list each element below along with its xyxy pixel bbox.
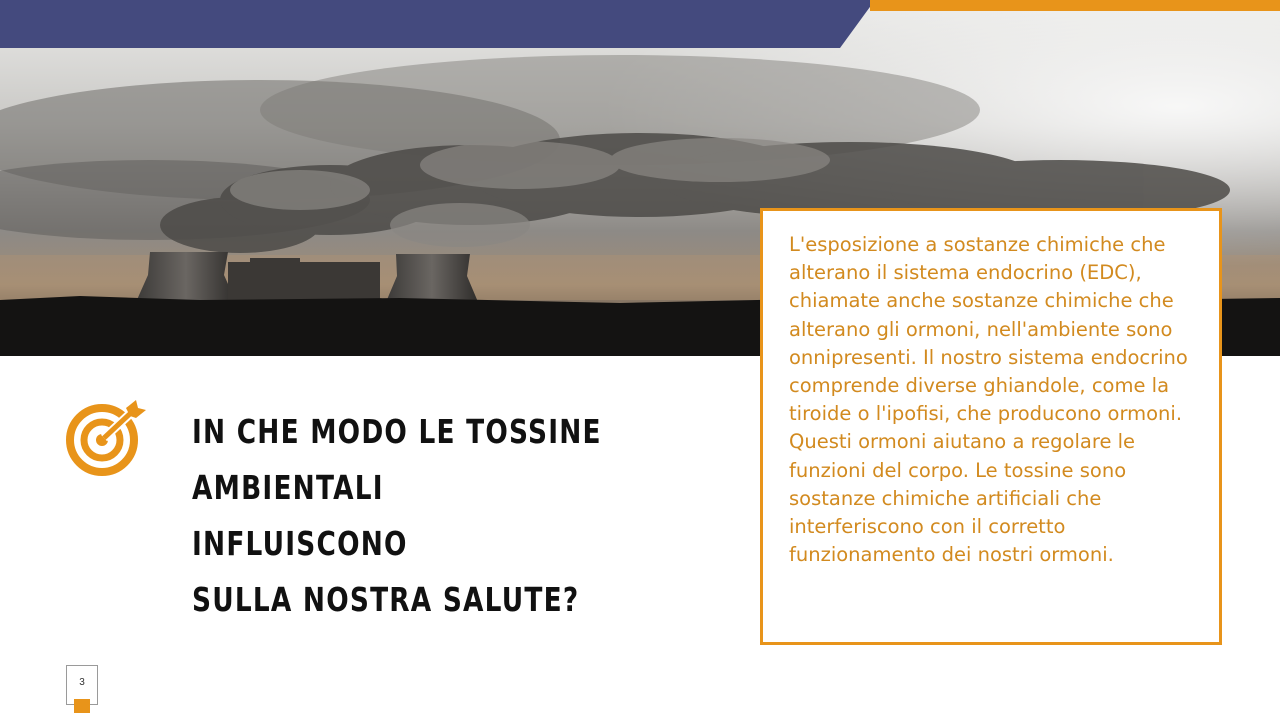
page-number: 3 (79, 677, 85, 688)
target-icon (64, 400, 146, 476)
body-text-box (760, 208, 1222, 645)
top-bar-orange (870, 0, 1280, 11)
top-bar-blue (0, 0, 875, 48)
body-text: L'esposizione a sostanze chimiche che alterano il sistema endocrino (EDC), chiamate anche sostanze chimiche che alterano gli ormoni, nell'ambiente sono onnipresenti. Il nostro sistema endocrino comprende diverse ghiandole, come la tiroide o l'ipofisi, che producono ormoni. Questi ormoni aiutano a regolare le funzioni del corpo. Le tossine sono sostanze chimiche artificiali che interferiscono con il corretto funzionamento dei nostri ormoni. (789, 233, 1188, 567)
page-number-accent (74, 699, 90, 713)
slide-title: IN CHE MODO LE TOSSINE AMBIENTALI INFLUISCONO SULLA NOSTRA SALUTE? (192, 412, 602, 619)
